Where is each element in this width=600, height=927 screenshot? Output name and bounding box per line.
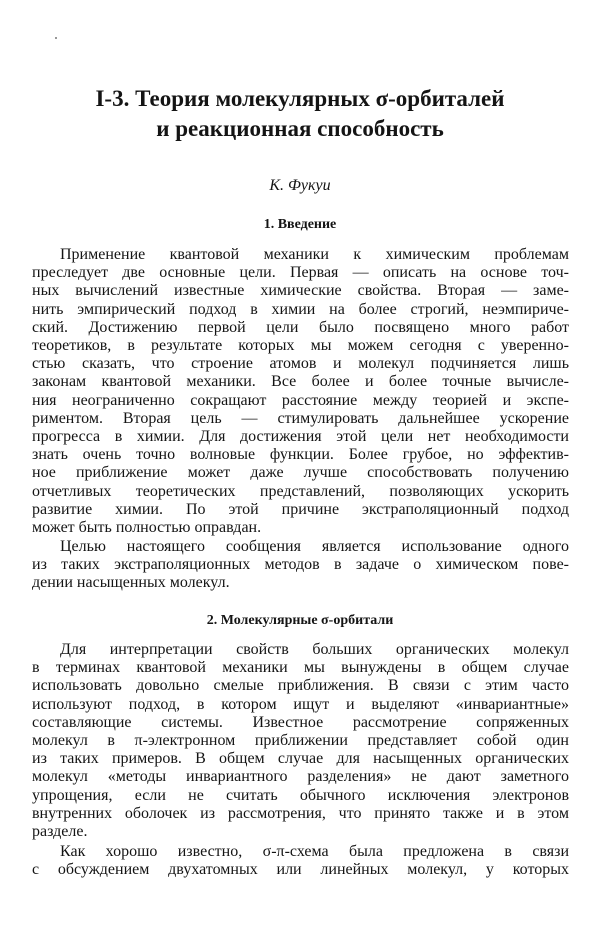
text-line: законам квантовой механики. Все более и более точные вычисле- [32,373,569,391]
chapter-title [40,84,560,144]
text-line: в терминах квантовой механики мы вынуждены в общем случае [32,659,569,677]
paragraph [32,641,569,841]
text-line: Целью настоящего сообщения является использование одного [60,538,569,555]
text-line: молекул в π-электронном приближении представляет собой один [32,732,569,750]
text-line: прогресса в химии. Для достижения этой цели нет необходимости [32,428,569,446]
author-name: К. Фукуи [269,177,331,194]
text-line: ное приближение может даже лучше способствовать получению [32,464,569,482]
text-line: внутренних оболочек из рассмотрения, что принято также и в этом [32,804,569,822]
text-line: Как хорошо известно, σ-π-схема была предложена в связи [60,843,569,860]
chapter-title-line: и реакционная способность [156,116,444,141]
section-heading: 2. Молекулярные σ-орбитали [206,613,394,628]
text-line: ский. Достижению первой цели было посвящено много работ [32,318,569,336]
chapter-title-line: I-3. Теория молекулярных σ-орбиталей [95,86,505,111]
paragraph [32,246,569,537]
text-line: из таких примеров. В общем случае для насыщенных органических [32,750,569,768]
text-line: молекул «методы инвариантного разделения» не дают заметного [32,768,569,786]
text-line: теоретиков, в результате которых мы можем сегодня с уверенно- [32,337,569,355]
text-line: из таких экстраполяционных методов в задаче о химическом пове- [32,556,569,574]
text-line: составляющие системы. Известное рассмотрение сопряженных [32,713,569,731]
text-line: развитие химии. По этой причине экстраполяционный подход [32,500,569,518]
text-line: риментом. Вторая цель — стимулировать дальнейшее ускорение [32,409,569,427]
text-line: может быть полностью оправдан. [32,519,262,537]
text-line: преследует две основные цели. Первая — описать на основе точ- [32,264,569,282]
text-line: разделе. [32,823,88,841]
text-line: стью сказать, что строение атомов и молекул подчиняется лишь [32,355,569,373]
text-line: с обсуждением двухатомных или линейных молекул, у которых [32,861,569,879]
section-heading: 1. Введение [263,217,337,232]
paragraph [32,538,569,593]
text-line: использовать довольно смелые приближения. В связи с этим часто [32,677,569,695]
text-line: Для интерпретации свойств больших органических молекул [60,641,569,658]
text-line: нить эмпирический подход в химии на более строгий, неэмпириче- [32,300,569,318]
text-line: упрощения, если не считать обычного исключения электронов [32,786,569,804]
text-line: ных вычислений известные химические свойства. Вторая — заме- [32,282,569,300]
text-line: используют подход, в котором ищут и выделяют «инвариантные» [32,695,569,713]
text-line: ния неограниченно сокращают расстояние между теорией и экспе- [32,391,569,409]
paragraph [32,843,569,879]
text-line: отчетливых теоретических представлений, позволяющих ускорить [32,482,569,500]
text-line: Применение квантовой механики к химическим проблемам [60,246,569,263]
page-speck [55,37,57,39]
text-line: дении насыщенных молекул. [32,574,230,592]
text-line: знать очень точно волновые функции. Более грубое, но эффектив- [32,446,569,464]
